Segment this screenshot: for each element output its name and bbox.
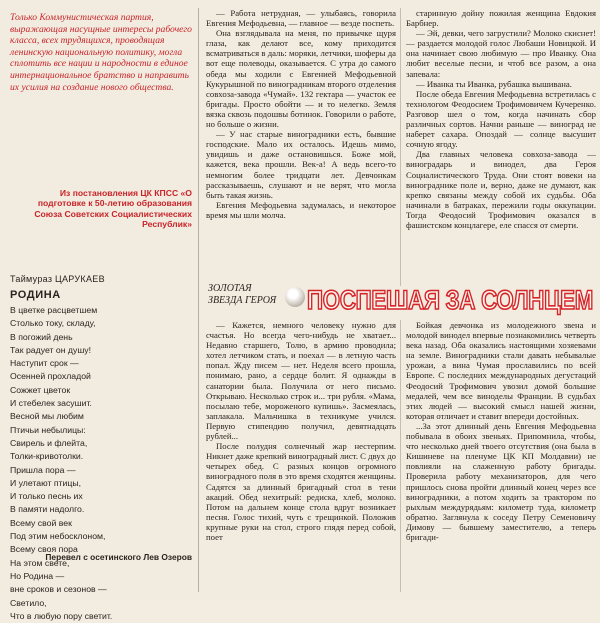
poem-line: Осенней прохладой	[10, 371, 91, 382]
poem-line: В цветке расцветшем	[10, 305, 98, 315]
party-quote: Только Коммунистическая партия, выражающая насущные интересы рабочего класса, всех трудящихся, проводящая ленинскую национальную политику, могла сплотить все нации и народности в единое интернациональное братство и направить их усилия на создание нового общества.	[10, 12, 192, 93]
poem-line: И улетают птицы,	[10, 477, 82, 488]
article-paragraph: Она взглядывала на меня, по привычке щуря глаза, как делают все, кому приходится всматриваться в даль: моряки, летчики, шоферы да вот еще полеводы, оказывается. С утра до самого обеда мы ходили с Евгенией Мефодьевной Кукурышной по виноградникам второго отделения совхоза-завода «Чумай». 132 гектара — участок ее бригады. Просто обойти — и то нелегко. Земля вязка сквозь подошвы ботинок. Говорили о работе, но больше о жизни.	[206, 28, 396, 130]
article-paragraph: Евгения Мефодьевна задумалась, и некоторое время мы шли молча.	[206, 199, 396, 220]
article-paragraph: После полудня солнечный жар нестерпим. Никнет даже крепкий виноградный лист. С двух до четырех обед. С разных концов огромного виноградного поля в это время сходятся женщины. Садятся за длинный бригадный стол в тени акаций. Обед нехитрый: редиска, хлеб, молоко. Потом на дальнем конце стола вдруг возникает песня. Голос тихий, чуть с трещинкой. Положив крупные руки на стол, строго глядя перед собой, поет	[206, 441, 396, 542]
poem-line: Под этим небосклоном,	[10, 531, 106, 542]
quote-source: Из постановления ЦК КПСС «О подготовке к 50-летию образования Союза Советских Социалистических Республик»	[34, 188, 192, 230]
poem-line: Столько току, складу,	[10, 318, 96, 329]
poem-line: Так радует он душу!	[10, 344, 92, 355]
poem-line: Светило,	[10, 597, 47, 608]
poem-line: В памяти надолго.	[10, 504, 85, 515]
article-paragraph: ...За этот длинный день Евгения Мефодьевна побывала в обоих звеньях. Припомнила, чтобы, что несколько дней твоего отсутствия (она была в Кишиневе на пленуме ЦК КП Молдавии) не повлияли на слаженную работу бригады. Проверила работу механизаторов, для чего пришлось снова пройти длинный конец через все виноградники, а потом ходить за трактором по рыхлым междурядьям: километр туда, километр обратно. Заглянула к соседу Петру Семеновичу Димову — бывшему заместителю, а теперь бригади-	[406, 420, 596, 542]
poem-line: Но Родина —	[10, 570, 65, 581]
poem-line: Что в любую пору светит.	[10, 610, 113, 621]
poem-line: Свирель и флейта,	[10, 437, 88, 448]
poem-line: В погожий день	[10, 331, 73, 342]
poem-line: Наступит срок —	[10, 358, 79, 369]
headline-text: ПОСПЕШАЯ ЗА СОЛНЦЕМ	[307, 285, 593, 315]
article-paragraph: После обеда Евгения Мефодьевна встретилась с технологом Феодосием Трофимовичем Кучеренко. Разговор шел о том, когда начинать сбор различных сортов. Начни раньше — виноград не наберет сахара. Опоздай — солнце высушит сочную ягоду.	[406, 88, 596, 150]
article-paragraph: Бойкая девчонка из молодежного звена и молодой винодел впервые познакомились четверть века назад. Оба оказались настоящими хозяевами на земле. Виноградники стали давать небывалые урожаи, а вина Чумая прославились по всей Европе. С последних международных дегустаций Феодосий Трофимович увозил домой большие медалей, чем все виноделы Франции. В судьбах этих людей — высокий смысл нашей жизни, которая отличает и ставит впереди достойных.	[406, 320, 596, 421]
article-column-1	[206, 8, 396, 280]
poem-line: вне сроков и сезонов —	[10, 584, 107, 595]
column-divider	[400, 8, 401, 286]
poem-line: На этом свете,	[10, 557, 70, 568]
article-column-3	[206, 320, 396, 595]
poem-line: И только песнь их	[10, 491, 83, 502]
poem-line: Сожжет цветок	[10, 384, 71, 395]
poem-line: Всему своя пора	[10, 544, 78, 555]
article-column-2	[406, 8, 596, 280]
column-divider	[400, 320, 401, 592]
star-medal-icon	[285, 287, 305, 307]
poem-title: РОДИНА	[10, 289, 61, 301]
poem-text	[10, 304, 195, 623]
poem-line: Толки-кривотолки.	[10, 451, 84, 462]
poem-line: Пришла пора —	[10, 464, 76, 475]
rubric-label	[208, 283, 278, 307]
article-paragraph: — Кажется, немного человеку нужно для счастья. Но всегда чего-нибудь не хватает... Недавно старшего, Толю, в армию проводила; хотел летчиком стать, и поехал — в летную часть попал. Жду писем — нет. Неделя всего прошла, понимаю, рано, а сердце болит. Я однажды в санатории была. Получила от него письмо. Открываю. Несколько строк и... три рубля. «Мама, посылаю тебе, мороженого купишь». Засмеялась, заплакала. Мальчишка в техникуме учился. Первую стипендию получил, девятнадцать рублей...	[206, 320, 396, 442]
headline-banner	[304, 282, 596, 316]
article-paragraph: — Иванка ты Иванка, рубашка вышивана.	[416, 78, 572, 89]
article-paragraph: — Работа нетрудная, — улыбаясь, говорила Евгения Мефодьевна, — главное — везде поспеть.	[206, 8, 396, 29]
article-paragraph: — Эй, девки, чего загрустили? Молоко скиснет! — раздается молодой голос Любаши Новицкой. И она начинает свою любимую — про Иванку. Она любит веселые песни, и чтоб все разом, а она запевала:	[406, 28, 596, 79]
article-paragraph: старинную дойну пожилая женщина Евдокия Барбнер.	[406, 8, 596, 29]
article-paragraph: — У нас старые виноградники есть, бывшие господские. Мало их осталось. Идешь мимо, увидишь и даже остановишься. Боже мой, кажется, века прошли. Век-а! А ведь всего-то немногим более тридцати лет. Девчонкам рассказываешь, слушают и не верят, что могла быть такая жизнь.	[206, 129, 396, 200]
article-column-4	[406, 320, 596, 595]
poem-author: Таймураз ЦАРУКАЕВ	[10, 274, 105, 284]
poem-line: Весной мы любим	[10, 411, 84, 422]
poem-line: Птичьи небылицы:	[10, 424, 86, 435]
article-paragraph: Два главных человека совхоза-завода — виноградарь и винодел, два Героя Социалистического Труда. Они стоят вовеки на винограднике поле и, верно, даже не думают, как крепко связаны между собой их судьбы. Оба начинали в батраках, пережили годы оккупации. Тогда Феодосий Трофимович оказался в фашистском концлагере, еле спасся от смерти.	[406, 149, 596, 230]
rubric-text: ЗОЛОТАЯ ЗВЕЗДА ГЕРОЯ	[208, 283, 277, 306]
poem-line: И стебелек засушит.	[10, 398, 92, 409]
column-divider	[198, 8, 199, 592]
poem-translator: Перевел с осетинского Лев Озеров	[45, 552, 192, 562]
poem-line: Всему свой век	[10, 517, 72, 528]
